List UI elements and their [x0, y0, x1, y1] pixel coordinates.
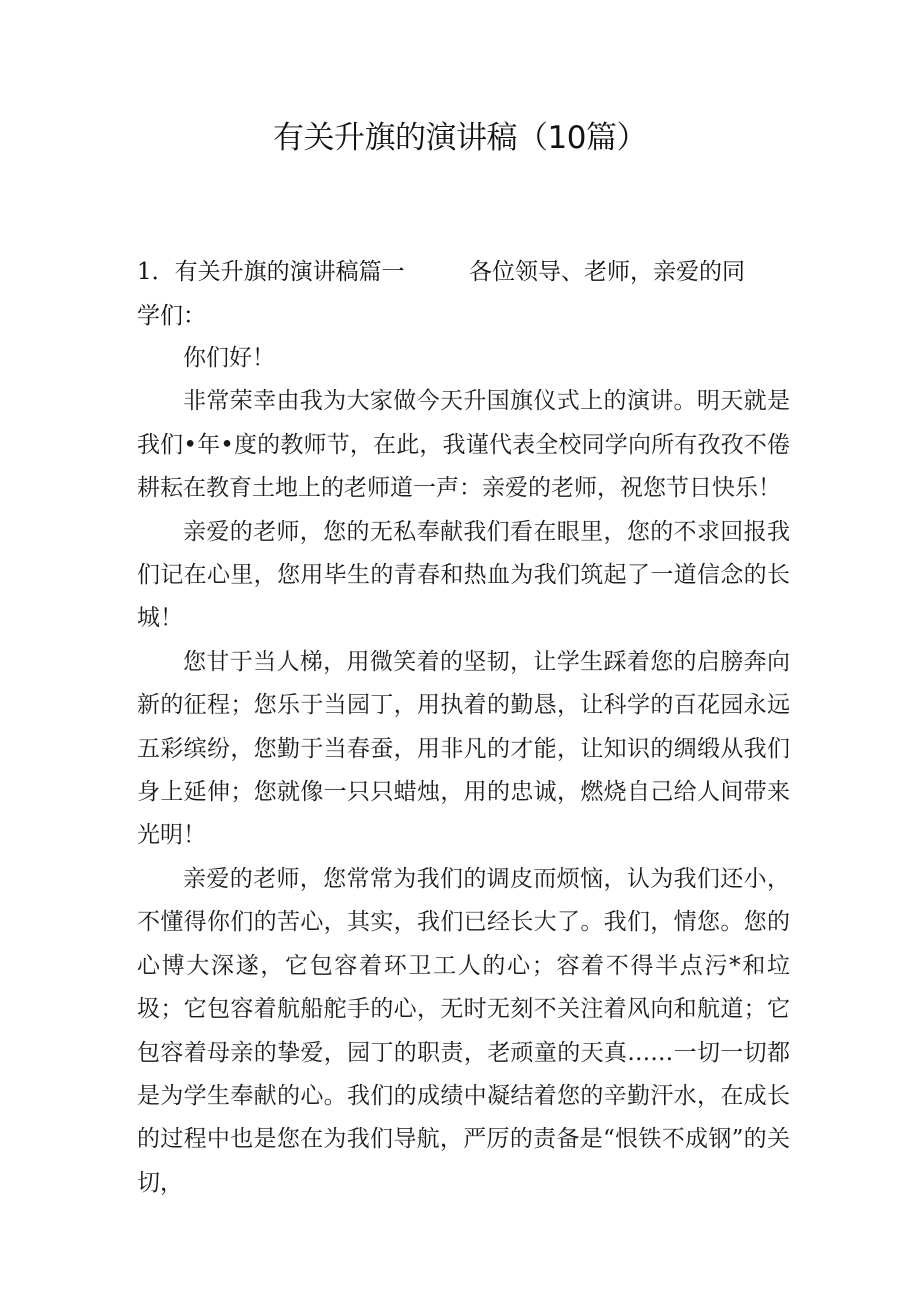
- section-heading: [137, 252, 790, 292]
- body-paragraphs: [137, 337, 790, 1205]
- paragraph: 非常荣幸由我为大家做今天升国旗仪式上的演讲。明天就是我们•年•度的教师节，在此，我谨代表全校同学向所有孜孜不倦耕耘在教育土地上的老师道一声：亲爱的老师，祝您节日快乐！: [137, 388, 790, 502]
- paragraph: 亲爱的老师，您的无私奉献我们看在眼里，您的不求回报我们记在心里，您用毕生的青春和热血为我们筑起了一道信念的长城！: [137, 518, 790, 632]
- document-title: 有关升旗的演讲稿（10篇）: [273, 120, 647, 156]
- salutation-end: 学们：: [137, 303, 206, 329]
- section-number-title: 1．有关升旗的演讲稿篇一: [137, 259, 405, 285]
- paragraph: 亲爱的老师，您常常为我们的调皮而烦恼，认为我们还小，不懂得你们的苦心，其实，我们已经长大了。我们，情您。您的心博大深遂，它包容着环卫工人的心；容着不得半点污*和垃圾；它包容着航船舵手的心，无时无刻不关注着风向和航道；它包容着母亲的挚爱，园丁的职责，老顽童的天真……一切一切都是为学生奉献的心。我们的成绩中凝结着您的辛勤汗水，在成长的过程中也是您在为我们导航，严厉的责备是“恨铁不成钢”的关切，: [137, 865, 790, 1196]
- paragraph: 您甘于当人梯，用微笑着的坚韧，让学生踩着您的启膀奔向新的征程；您乐于当园丁，用执着的勤恳，让科学的百花园永远五彩缤纷，您勤于当春蚕，用非凡的才能，让知识的绸缎从我们身上延伸；您就像一只只蜡烛，用的忠诚，燃烧自己给人间带来光明！: [137, 648, 790, 849]
- paragraph: 你们好！: [183, 345, 275, 371]
- salutation-start: 各位领导、老师，亲爱的同: [469, 259, 745, 285]
